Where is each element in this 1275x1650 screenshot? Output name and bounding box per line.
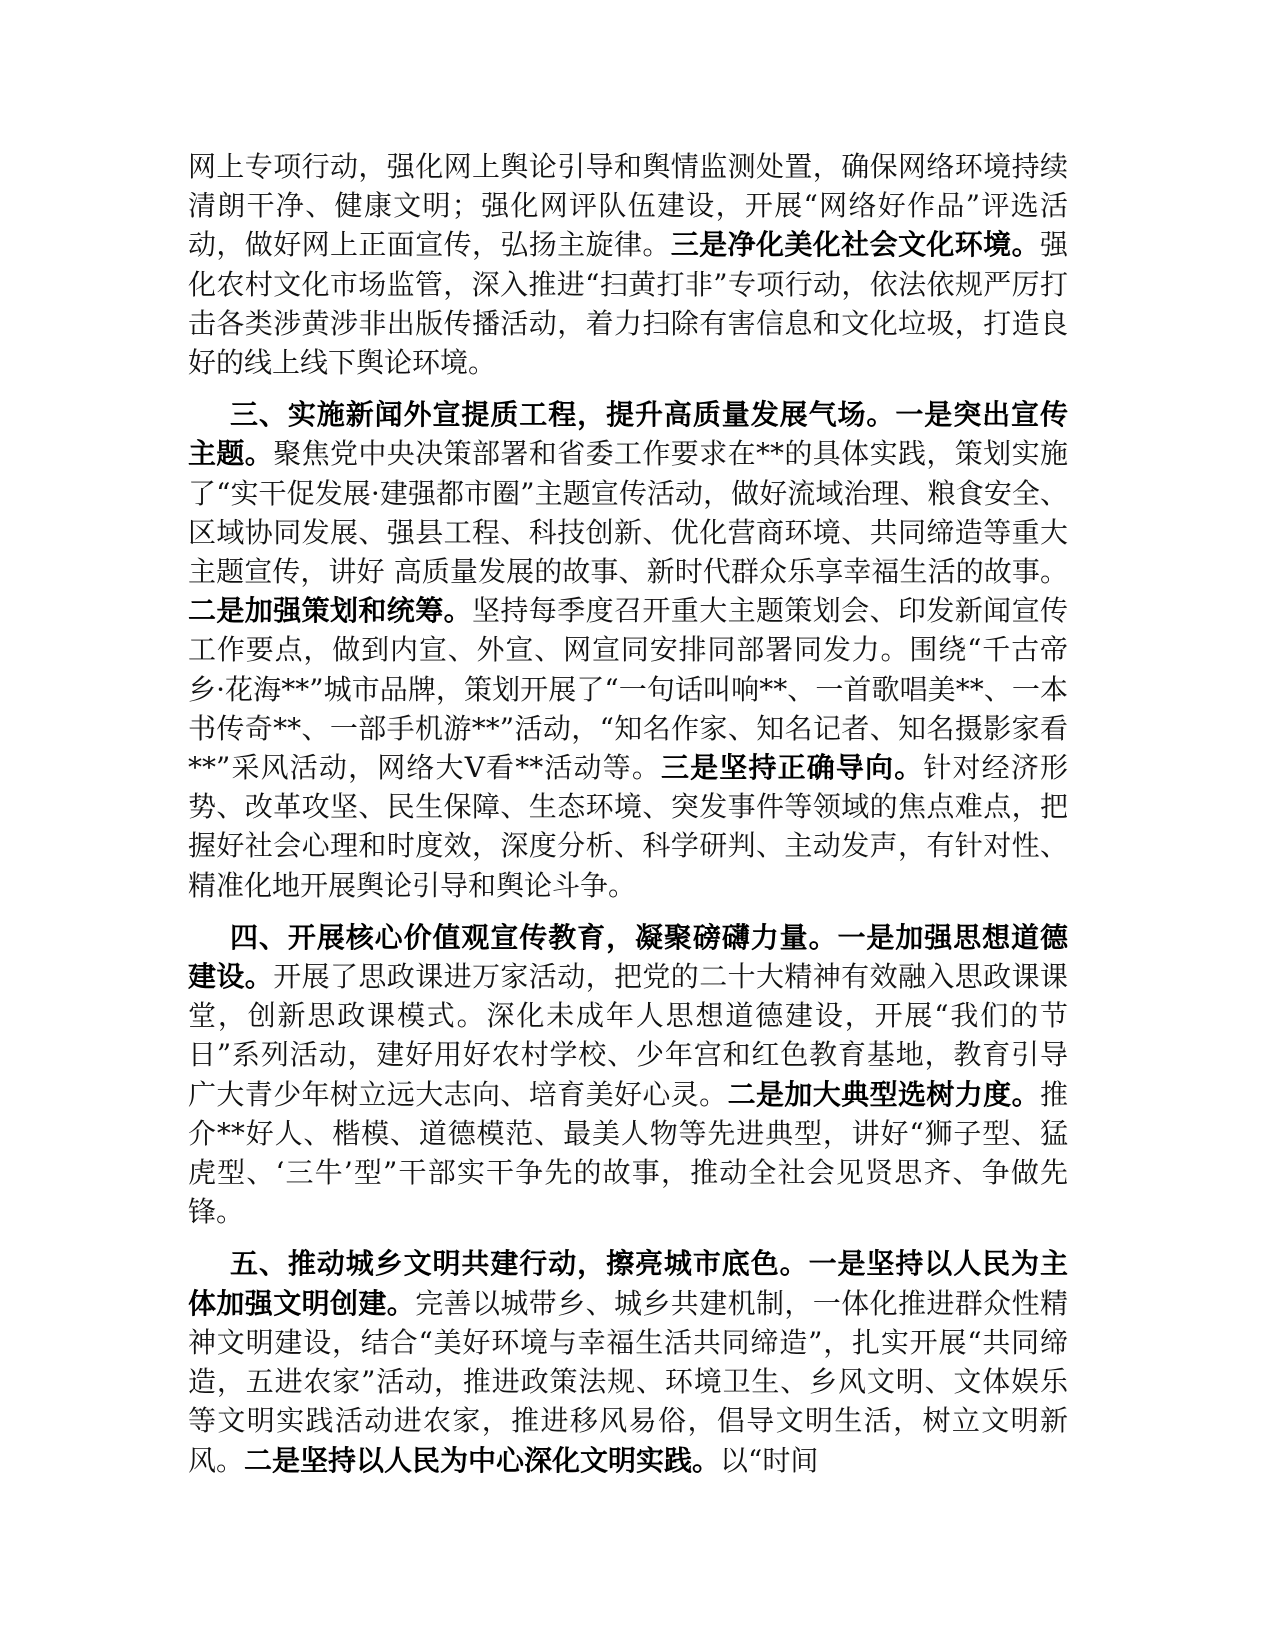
paragraph-3-text-1: 开展了思政课进万家活动，把党的二十大精神有效融入思政课课堂，创新思政课模式。深化未成年人思想道德建设，开展“我们的节日”系列活动，建好用好农村学校、少年宫和红色教育基地，教育引导广大青少年树立远大志向、培育美好心灵。	[188, 960, 1068, 1111]
section-3-heading: 三、实施新闻外宣提质工程，提升高质量发展气场。一是突出宣传主题。	[188, 398, 1068, 471]
section-4-heading: 四、开展核心价值观宣传教育，凝聚磅礴力量。一是加强思想道德建设。	[188, 920, 1068, 994]
paragraph-4-heading-2: 二是坚持以人民为中心深化文明实践。	[244, 1443, 721, 1477]
paragraph-1-heading-3: 三是净化美化社会文化环境。	[670, 228, 1040, 262]
paragraph-4	[188, 1244, 1068, 1479]
paragraph-3-heading-2: 二是加大典型选树力度。	[727, 1077, 1040, 1111]
section-5-heading: 五、推动城乡文明共建行动，擦亮城市底色。一是坚持以人民为主体加强文明创建。	[188, 1247, 1068, 1320]
paragraph-3-text-2: 推介**好人、楷模、道德模范、最美人物等先进典型，讲好“狮子型、猛虎型、‘三牛’型”干部实干争先的故事，推动全社会见贤思齐、争做先锋。	[188, 1077, 1068, 1229]
paragraph-2-heading-3: 三是坚持正确导向。	[660, 751, 924, 785]
paragraph-2-text-3: 针对经济形势、改革攻坚、民生保障、生态环境、突发事件等领域的焦点难点，把握好社会心理和时度效，深度分析、科学研判、主动发声，有针对性、精准化地开展舆论引导和舆论斗争。	[188, 751, 1068, 902]
paragraph-4-text-2: 以“时间	[720, 1443, 819, 1477]
paragraph-1-text-1: 网上专项行动，强化网上舆论引导和舆情监测处置，确保网络环境持续清朗干净、健康文明；强化网评队伍建设，开展“网络好作品”评选活动，做好网上正面宣传，弘扬主旋律。	[188, 150, 1068, 262]
paragraph-2	[188, 395, 1068, 905]
paragraph-2-text-1: 聚焦党中央决策部署和省委工作要求在**的具体实践，策划实施了“实干促发展·建强都市圈”主题宣传活动，做好流域治理、粮食安全、区域协同发展、强县工程、科技创新、优化营商环境、共同缔造等重大主题宣传，讲好 高质量发展的故事、新时代群众乐享幸福生活的故事。	[188, 437, 1068, 589]
paragraph-2-heading-2: 二是加强策划和统筹。	[188, 594, 472, 628]
paragraph-1	[188, 147, 1068, 382]
paragraph-3	[188, 918, 1068, 1232]
document-body	[188, 147, 1068, 1493]
paragraph-4-text-1: 完善以城带乡、城乡共建机制，一体化推进群众性精神文明建设，结合“美好环境与幸福生活共同缔造”，扎实开展“共同缔造，五进农家”活动，推进政策法规、环境卫生、乡风文明、文体娱乐等文明实践活动进农家，推进移风易俗，倡导文明生活，树立文明新风。	[188, 1286, 1068, 1477]
paragraph-1-text-2: 强化农村文化市场监管，深入推进“扫黄打非”专项行动，依法依规严厉打击各类涉黄涉非出版传播活动，着力扫除有害信息和文化垃圾，打造良好的线上线下舆论环境。	[188, 228, 1068, 380]
paragraph-2-text-2: 坚持每季度召开重大主题策划会、印发新闻宣传工作要点，做到内宣、外宣、网宣同安排同部署同发力。围绕“千古帝乡·花海**”城市品牌，策划开展了“一句话叫响**、一首歌唱美**、一本书传奇**、一部手机游**”活动，“知名作家、知名记者、知名摄影家看**”采风活动，网络大V看**活动等。	[188, 594, 1068, 785]
